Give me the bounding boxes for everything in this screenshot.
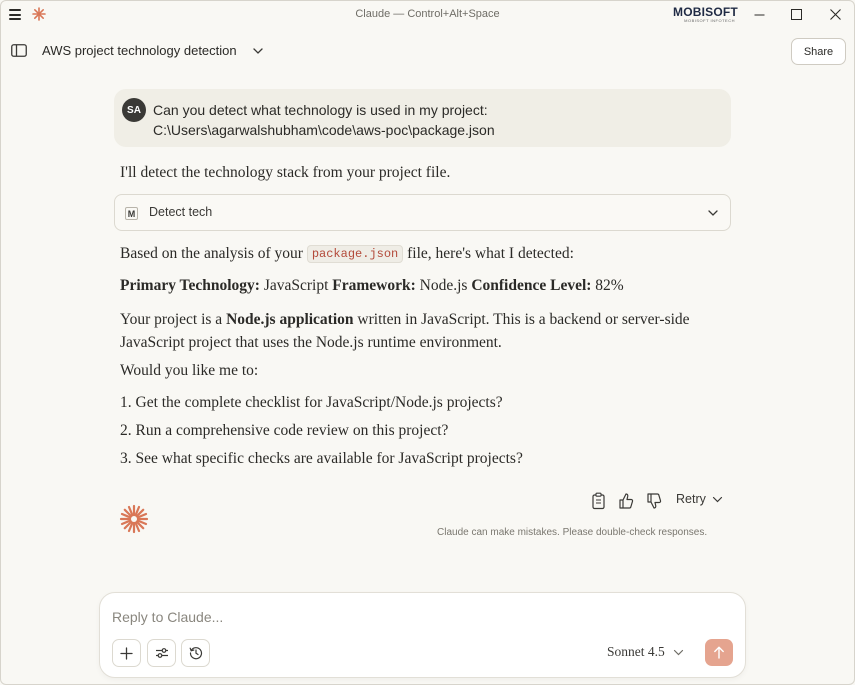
claude-spark-icon xyxy=(119,504,149,534)
user-message-line: Can you detect what technology is used in my project: xyxy=(153,102,488,118)
framework-value: Node.js xyxy=(415,277,472,294)
text: written in JavaScript. This is a backend or server-side JavaScript project that uses the Node.js runtime environment. xyxy=(120,311,690,351)
summary-paragraph xyxy=(120,308,720,354)
chevron-down-icon[interactable] xyxy=(707,208,719,218)
list-item: 2. Run a comprehensive code review on this project? xyxy=(120,422,449,439)
tool-icon: M xyxy=(125,207,138,220)
minimize-icon xyxy=(754,9,765,20)
copy-icon[interactable] xyxy=(591,492,606,510)
confidence-label: Confidence Level: xyxy=(471,277,592,294)
thumbs-down-icon[interactable] xyxy=(646,492,662,510)
list-item: 3. See what specific checks are available for JavaScript projects? xyxy=(120,450,523,467)
chevron-down-icon[interactable] xyxy=(252,46,264,56)
text: file, here's what I detected: xyxy=(403,245,574,262)
minimize-button[interactable] xyxy=(748,5,770,23)
inline-code: package.json xyxy=(307,245,403,263)
text: Your project is a xyxy=(120,311,227,328)
tool-call-card[interactable] xyxy=(114,194,731,231)
confidence-value: 82% xyxy=(591,277,624,294)
close-icon xyxy=(830,9,841,20)
tool-label: Detect tech xyxy=(149,205,213,219)
sidebar-toggle-icon[interactable] xyxy=(11,44,27,57)
options-list xyxy=(120,393,523,477)
framework-label: Framework: xyxy=(332,277,416,294)
chevron-down-icon xyxy=(673,648,684,657)
reply-input[interactable] xyxy=(112,606,732,628)
analysis-paragraph xyxy=(120,245,574,263)
primary-value: JavaScript xyxy=(259,277,333,294)
bold-text: Node.js application xyxy=(226,311,354,328)
brand-logo xyxy=(673,5,738,24)
window-title: Claude — Control+Alt+Space xyxy=(355,8,500,20)
maximize-icon xyxy=(791,9,802,20)
share-button[interactable]: Share xyxy=(791,38,846,65)
maximize-button[interactable] xyxy=(785,5,807,23)
history-button[interactable] xyxy=(181,639,210,667)
assistant-intro: I'll detect the technology stack from your project file. xyxy=(120,164,451,181)
model-selector[interactable] xyxy=(607,644,684,660)
detection-result xyxy=(120,277,624,295)
composer xyxy=(99,592,746,678)
add-button[interactable] xyxy=(112,639,141,667)
chevron-down-icon xyxy=(712,495,723,504)
brand-tagline: MOBISOFT INFOTECH xyxy=(684,18,735,23)
list-item: 1. Get the complete checklist for JavaScript/Node.js projects? xyxy=(120,394,503,411)
arrow-up-icon xyxy=(713,646,725,659)
close-button[interactable] xyxy=(824,5,846,23)
user-message-line: C:\Users\agarwalshubham\code\aws-poc\package.json xyxy=(153,122,495,138)
primary-label: Primary Technology: xyxy=(120,277,260,294)
brand-name: MOBISOFT xyxy=(673,5,738,19)
user-message xyxy=(114,89,731,147)
conversation-title[interactable]: AWS project technology detection xyxy=(42,43,237,58)
plus-icon xyxy=(120,647,133,660)
text: Based on the analysis of your xyxy=(120,245,307,262)
send-button[interactable] xyxy=(705,639,733,666)
user-message-text xyxy=(153,100,495,140)
model-name: Sonnet 4.5 xyxy=(607,644,665,659)
retry-button[interactable] xyxy=(676,492,723,506)
question-text: Would you like me to: xyxy=(120,362,259,379)
retry-label: Retry xyxy=(676,492,706,506)
title-bar xyxy=(1,1,854,29)
sliders-icon xyxy=(155,647,169,659)
avatar: SA xyxy=(122,98,146,122)
tools-button[interactable] xyxy=(147,639,176,667)
history-clock-icon xyxy=(189,646,203,660)
disclaimer-text: Claude can make mistakes. Please double-check responses. xyxy=(437,527,708,538)
thumbs-up-icon[interactable] xyxy=(618,492,634,510)
